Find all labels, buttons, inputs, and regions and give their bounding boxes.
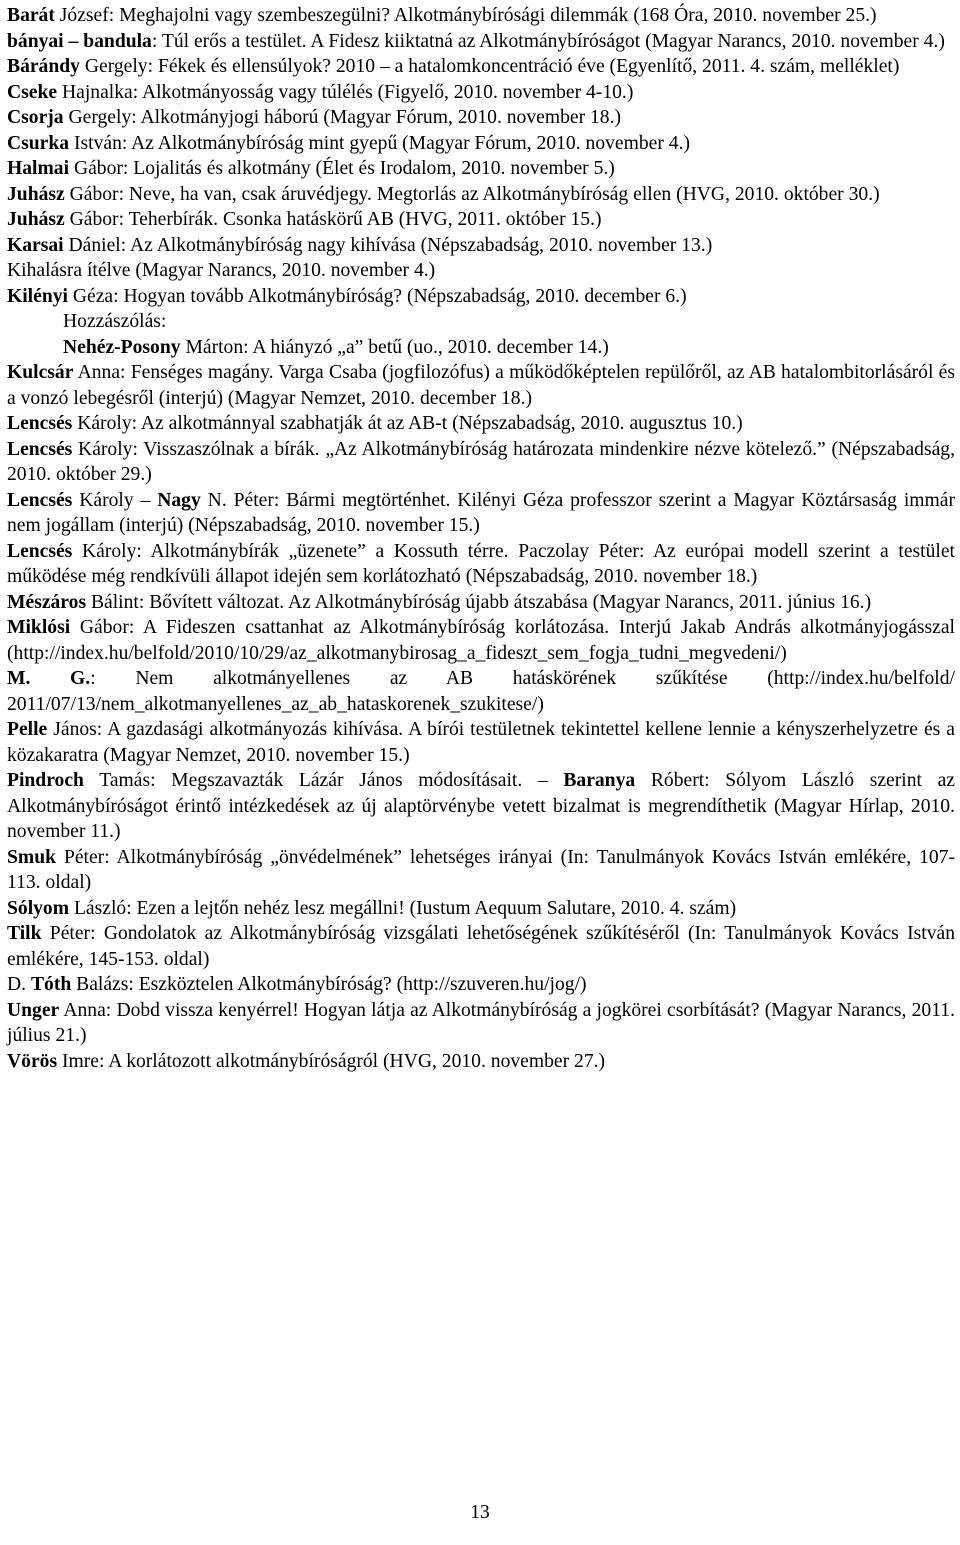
author-surname: Lencsés [7,413,73,434]
entry-text: Géza: Hogyan tovább Alkotmánybíróság? (Népszabadság, 2010. december 6.) [67,285,687,307]
author-surname: Tilk [7,923,42,944]
bibliography-entry [7,896,955,922]
entry-text: Anna: Fenséges magány. Varga Csaba (jogfilozófus) a működőképtelen repülőről, az AB hatalombitorlásáról és a vonzó lebegésről (interjú) (Magyar Nemzet, 2010. december 18.) [7,362,955,409]
bibliography-entry [7,3,955,29]
entry-text: Dániel: Az Alkotmánybíróság nagy kihívása (Népszabadság, 2010. november 13.) [63,234,713,256]
entry-text: Károly – [72,489,158,511]
author-surname: Csorja [7,107,64,128]
entry-text: Hozzászólás: [63,311,167,332]
author-surname: Karsai [7,234,64,256]
bibliography-entry [7,131,955,157]
author-surname: Juhász [7,209,65,230]
entry-text: Gergely: Alkotmányjogi háború (Magyar Fórum, 2010. november 18.) [63,107,622,128]
bibliography-entry [7,360,955,411]
bibliography-entry [7,182,955,208]
entry-text: Tamás: Megszavazták Lázár János módosításait. – [83,770,564,791]
author-surname: Tóth [30,974,72,995]
entry-text: Károly: Az alkotmánnyal szabhatják át az AB-t (Népszabadság, 2010. augusztus 10.) [72,413,743,434]
bibliography-entry [7,233,955,259]
bibliography-entry [7,29,955,55]
entry-text: Imre: A korlátozott alkotmánybíróságról (HVG, 2010. november 27.) [57,1050,606,1072]
author-surname: Mészáros [7,591,87,613]
author-surname: Lencsés [7,540,73,562]
author-surname: Pelle [7,719,48,740]
bibliography-entry [7,207,955,233]
bibliography-entry [7,615,955,666]
author-surname: M. G. [7,668,91,689]
entry-text: Károly: Visszaszólnak a bírák. „Az Alkotmánybíróság határozata mindenkire nézve kötelező.” (Népszabadság, 2010. október 29.) [7,438,955,485]
entry-text: Róbert: Sólyom László szerint az Alkotmánybíróságot érintő intézkedések az új alaptörvénybe vetett bizalmat is megrendíthetik (Magyar Hírlap, 2010. november 11.) [7,770,955,842]
entry-text: Bálint: Bővített változat. Az Alkotmánybíróság újabb átszabása (Magyar Narancs, 2011. június 16.) [86,591,872,613]
author-surname: Smuk [7,846,57,868]
author-surname: bányai – bandula [7,30,152,52]
entry-text: Péter: Gondolatok az Alkotmánybíróság vizsgálati lehetőségének szűkítéséről (In: Tanulmányok Kovács István emlékére, 145-153. oldal) [7,923,955,970]
author-surname: Juhász [7,183,65,205]
entry-text: Gábor: A Fideszen csattanhat az Alkotmánybíróság korlátozása. Interjú Jakab András alkotmányjogásszal (http://index.hu/belfold/2010/10/29/az_alkotmanybirosag_a_fideszt_sem_fogja_tudni_megvedeni/) [7,617,955,664]
author-surname: Vörös [7,1050,58,1072]
author-surname: Nagy [157,489,201,511]
bibliography-entry [7,539,955,590]
entry-text: N. Péter: Bármi megtörténhet. Kilényi Géza professzor szerint a Magyar Köztársaság immár nem jogállam (interjú) (Népszabadság, 2010. november 15.) [7,489,955,536]
entry-text: Károly: Alkotmánybírák „üzenete” a Kossuth térre. Paczolay Péter: Az európai modell szerint a testület működése még rendkívüli állapot idején sem korlátozható (Népszabadság, 2010. november 18.) [7,540,955,587]
author-surname: Barát [7,5,55,26]
entry-text: István: Az Alkotmánybíróság mint gyepű (Magyar Fórum, 2010. november 4.) [69,132,690,154]
bibliography-entry [7,921,955,972]
bibliography-entry [7,590,955,616]
bibliography-entry [7,1049,955,1075]
entry-text: Kihalásra ítélve (Magyar Narancs, 2010. november 4.) [7,260,436,281]
author-surname: Lencsés [7,489,73,511]
author-surname: Unger [7,999,60,1021]
author-surname: Cseke [7,81,58,103]
bibliography-entry [7,768,955,845]
bibliography-entry [7,845,955,896]
author-surname: Miklósi [7,617,71,638]
bibliography-entry [7,411,955,437]
bibliography-entry [7,105,955,131]
bibliography-entry [7,309,955,335]
author-surname: Kilényi [7,285,68,307]
entry-text: Balázs: Eszköztelen Alkotmánybíróság? (http://szuveren.hu/jog/) [71,974,587,995]
bibliography-entry [7,666,955,717]
author-surname: Pindroch [7,770,84,791]
bibliography-entry [7,156,955,182]
entry-text: Gábor: Teherbírák. Csonka hatáskörű AB (HVG, 2011. október 15.) [64,209,602,230]
author-surname: Sólyom [7,897,70,919]
bibliography-entry [7,284,955,310]
bibliography-entry [7,258,955,284]
author-surname: Baranya [563,770,636,791]
bibliography-entry [7,972,955,998]
entry-text: Márton: A hiányzó „a” betű (uo., 2010. december 14.) [180,336,609,358]
entry-text: : Túl erős a testület. A Fidesz kiiktatná az Alkotmánybíróságot (Magyar Narancs, 2010. november 4.) [151,30,945,52]
author-surname: Kulcsár [7,362,74,383]
entry-text: : Nem alkotmányellenes az AB hatáskörének szűkítése (http://index.hu/belfold/ 2011/07/13/nem_alkotmanyellenes_az_ab_hataskorenek_szukitese/) [7,668,955,715]
bibliography-entry [7,998,955,1049]
bibliography-entry [7,54,955,80]
entry-text: Gergely: Fékek és ellensúlyok? 2010 – a hatalomkoncentráció éve (Egyenlítő, 2011. 4. szám, melléklet) [79,56,900,77]
author-surname: Halmai [7,158,70,179]
author-surname: Lencsés [7,438,73,460]
entry-text: Hajnalka: Alkotmányosság vagy túlélés (Figyelő, 2010. november 4-10.) [57,81,634,103]
bibliography-entry [7,488,955,539]
entry-text: László: Ezen a lejtőn nehéz lesz megállni! (Iustum Aequum Salutare, 2010. 4. szám) [69,897,737,919]
entry-text: Péter: Alkotmánybíróság „önvédelmének” lehetséges irányai (In: Tanulmányok Kovács István emlékére, 107-113. oldal) [7,846,955,893]
author-surname: Csurka [7,132,70,154]
bibliography-entry [7,335,955,361]
author-surname: Nehéz-Posony [63,336,181,358]
page-number: 13 [470,1502,490,1523]
entry-text: Gábor: Neve, ha van, csak áruvédjegy. Megtorlás az Alkotmánybíróság ellen (HVG, 2010. október 30.) [64,183,880,205]
bibliography-entry [7,717,955,768]
entry-text: József: Meghajolni vagy szembeszegülni? Alkotmánybírósági dilemmák (168 Óra, 2010. november 25.) [54,5,877,26]
entry-text: Anna: Dobd vissza kenyérrel! Hogyan látja az Alkotmánybíróság a jogkörei csorbítását? (Magyar Narancs, 2011. július 21.) [7,999,955,1046]
entry-text: Gábor: Lojalitás és alkotmány (Élet és Irodalom, 2010. november 5.) [69,158,615,179]
entry-text: D. [7,974,31,995]
bibliography-entry [7,80,955,106]
entry-text: János: A gazdasági alkotmányozás kihívása. A bírói testületnek tekintettel kellene lennie a kényszerhelyzetre és a közakaratra (Magyar Nemzet, 2010. november 15.) [7,719,955,766]
author-surname: Bárándy [7,56,80,77]
bibliography-entry [7,437,955,488]
bibliography-list [7,3,955,1074]
